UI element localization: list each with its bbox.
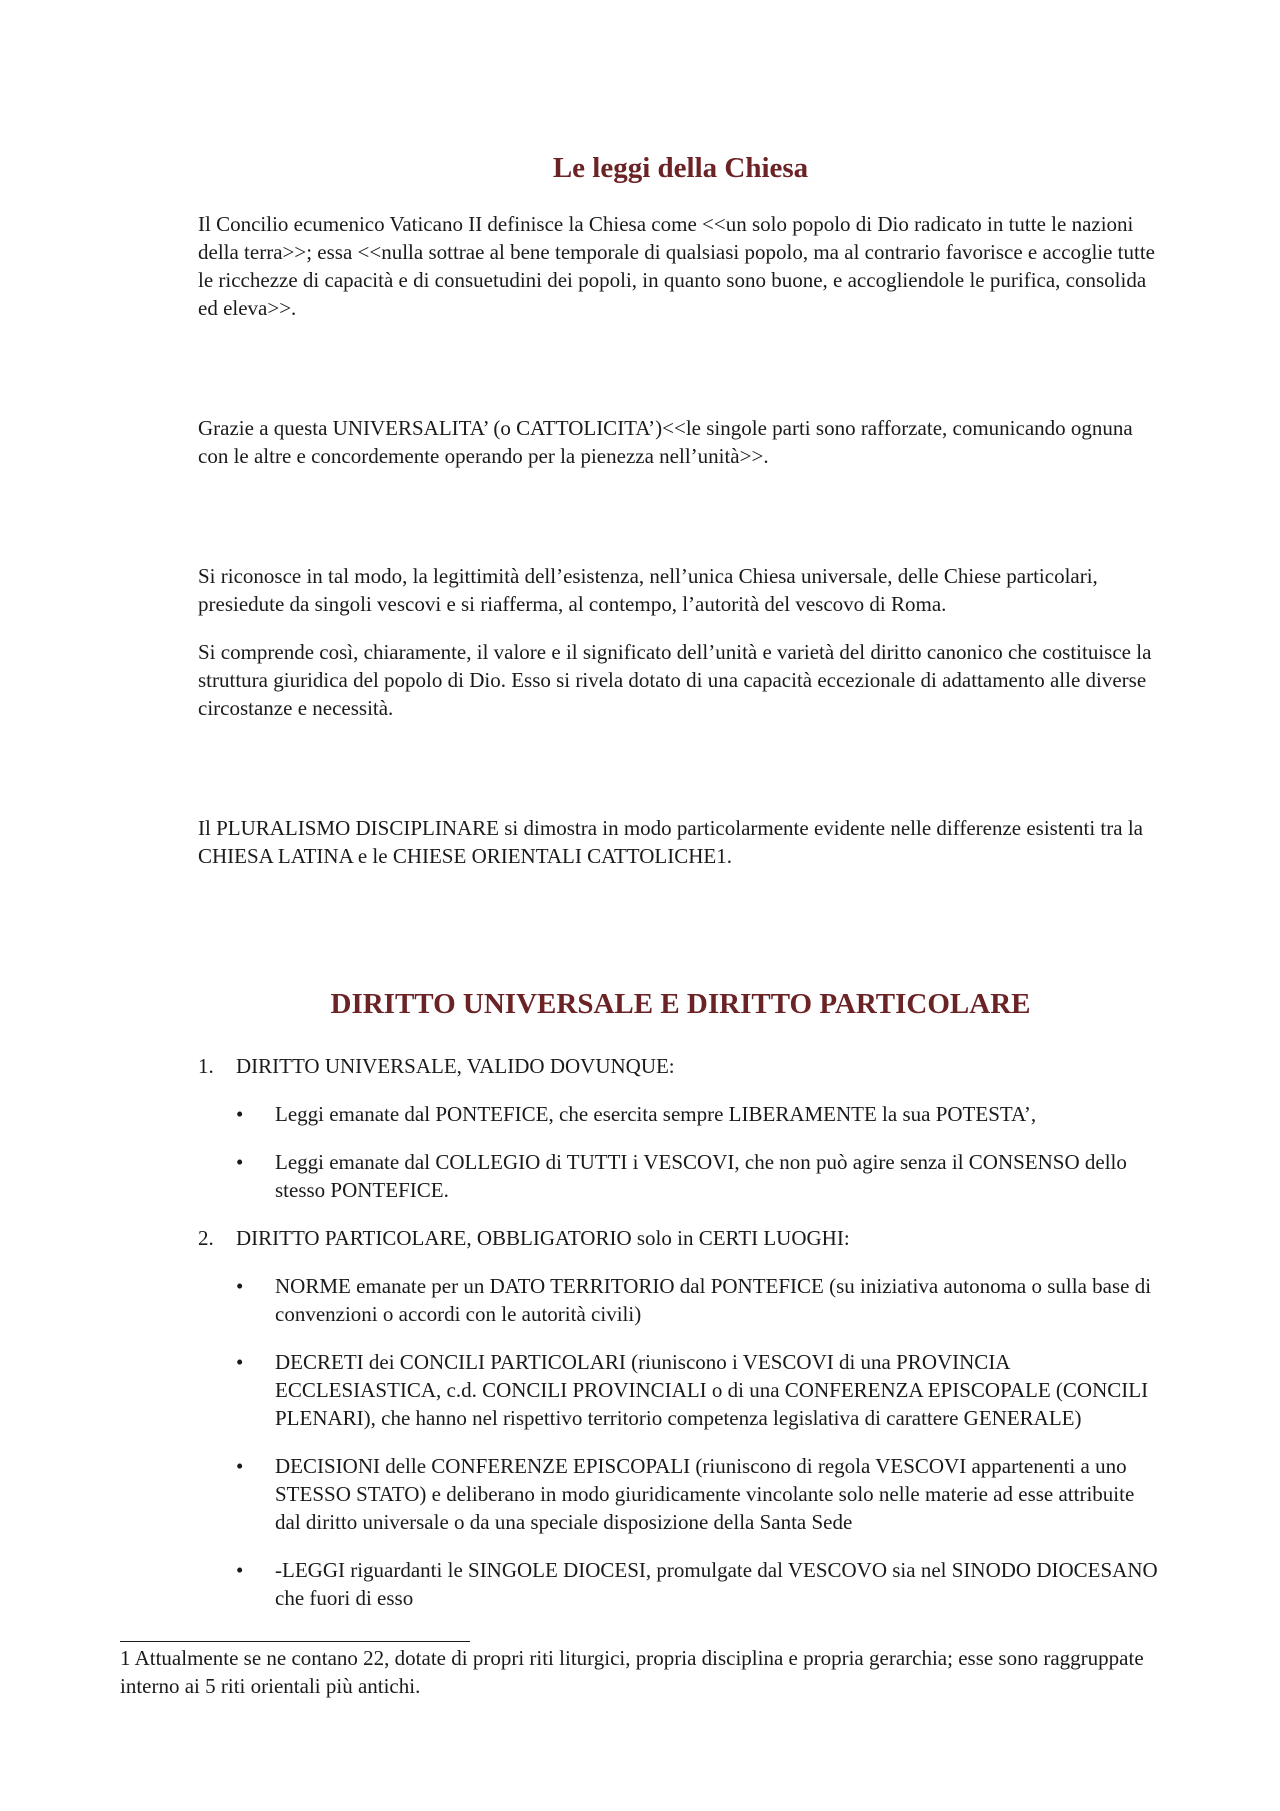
paragraph-pluralismo: Il PLURALISMO DISCIPLINARE si dimostra in modo particolarmente evidente nelle differenze esistenti tra la CHIESA LATINA e le CHIESE ORIENTALI CATTOLICHE1. xyxy=(198,816,1143,868)
list-item-text: -LEGGI riguardanti le SINGOLE DIOCESI, promulgate dal VESCOVO sia nel SINODO DIOCESANO che fuori di esso xyxy=(275,1558,1158,1610)
list-label: DIRITTO PARTICOLARE, OBBLIGATORIO solo in CERTI LUOGHI: xyxy=(236,1226,850,1250)
list-item xyxy=(236,1148,1163,1204)
list-item-diritto-universale xyxy=(198,1052,1163,1204)
list-item-text: DECRETI dei CONCILI PARTICOLARI (riuniscono i VESCOVI di una PROVINCIA ECCLESIASTICA, c.d. CONCILI PROVINCIALI o di una CONFERENZA EPISCOPALE (CONCILI PLENARI), che hanno nel rispettivo territorio competenza legislativa di carattere GENERALE) xyxy=(275,1350,1149,1430)
footnote-separator xyxy=(120,1641,470,1642)
list-item-text: NORME emanate per un DATO TERRITORIO dal PONTEFICE (su iniziativa autonoma o sulla base di convenzioni o accordi con le autorità civili) xyxy=(275,1274,1152,1326)
list-label: DIRITTO UNIVERSALE, VALIDO DOVUNQUE: xyxy=(236,1054,675,1078)
section-title: DIRITTO UNIVERSALE E DIRITTO PARTICOLARE xyxy=(330,988,1031,1020)
bullet-icon: • xyxy=(236,1454,244,1478)
list-item xyxy=(236,1348,1163,1432)
paragraph-concilio: Il Concilio ecumenico Vaticano II definisce la Chiesa come <<un solo popolo di Dio radicato in tutte le nazioni della terra>>; essa <<nulla sottrae al bene temporale di qualsiasi popolo, ma al contrario favorisce e accoglie tutte le ricchezze di capacità e di consuetudini dei popoli, in quanto sono buone, e accogliendole le purifica, consolida ed eleva>>. xyxy=(198,212,1156,320)
list-item-text: Leggi emanate dal PONTEFICE, che esercita sempre LIBERAMENTE la sua POTESTA’, xyxy=(275,1102,1037,1126)
list-item-diritto-particolare xyxy=(198,1224,1163,1612)
list-number: 2. xyxy=(198,1226,214,1250)
document-body xyxy=(198,150,1163,1632)
law-types-list xyxy=(198,1052,1163,1612)
bullet-icon: • xyxy=(236,1102,244,1126)
page-title: Le leggi della Chiesa xyxy=(552,152,809,184)
sub-list-particolare xyxy=(236,1272,1163,1612)
list-item-text: Leggi emanate dal COLLEGIO di TUTTI i VESCOVI, che non può agire senza il CONSENSO dello stesso PONTEFICE. xyxy=(275,1150,1127,1202)
list-item-text: DECISIONI delle CONFERENZE EPISCOPALI (riuniscono di regola VESCOVI appartenenti a uno STESSO STATO) e deliberano in modo giuridicamente vincolante solo nelle materie ad esse attribuite dal diritto universale o da una speciale disposizione della Santa Sede xyxy=(275,1454,1135,1534)
list-item xyxy=(236,1556,1163,1612)
sub-list-universale xyxy=(236,1100,1163,1204)
bullet-icon: • xyxy=(236,1350,244,1374)
bullet-icon: • xyxy=(236,1150,244,1174)
paragraph-diritto-canonico: Si comprende così, chiaramente, il valore e il significato dell’unità e varietà del diritto canonico che costituisce la struttura giuridica del popolo di Dio. Esso si rivela dotato di una capacità eccezionale di adattamento alle diverse circostanze e necessità. xyxy=(198,640,1152,720)
bullet-icon: • xyxy=(236,1274,244,1298)
list-item xyxy=(236,1452,1163,1536)
bullet-icon: • xyxy=(236,1558,244,1582)
paragraph-legittimita: Si riconosce in tal modo, la legittimità dell’esistenza, nell’unica Chiesa universale, delle Chiese particolari, presiedute da singoli vescovi e si riafferma, al contempo, l’autorità del vescovo di Roma. xyxy=(198,564,1098,616)
list-item xyxy=(236,1100,1163,1128)
list-item xyxy=(236,1272,1163,1328)
footnote: 1 Attualmente se ne contano 22, dotate di propri riti liturgici, propria disciplina e propria gerarchia; esse sono raggruppate interno ai 5 riti orientali più antichi. xyxy=(120,1646,1144,1698)
list-number: 1. xyxy=(198,1054,214,1078)
paragraph-universalita: Grazie a questa UNIVERSALITA’ (o CATTOLICITA’)<<le singole parti sono rafforzate, comunicando ognuna con le altre e concordemente operando per la pienezza nell’unità>>. xyxy=(198,416,1133,468)
